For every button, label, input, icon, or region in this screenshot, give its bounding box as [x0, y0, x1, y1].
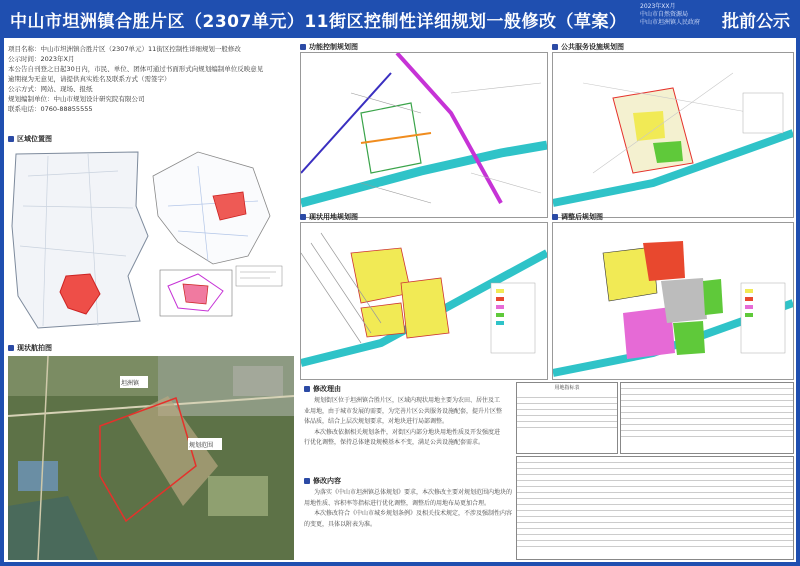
planning-guidance-graphic — [301, 53, 547, 217]
current-landuse-graphic — [301, 223, 547, 379]
reason-title: 修改理由 — [304, 384, 341, 394]
planning-guidance-map — [300, 52, 548, 218]
content-sheet — [4, 38, 796, 562]
location-section-title: 区域位置图 — [8, 134, 52, 144]
issue-date: 2023年XX月 — [640, 3, 676, 10]
header-bar — [0, 0, 800, 38]
content-text — [304, 488, 514, 530]
aerial-photo-graphic — [8, 356, 294, 560]
current-landuse-title: 现状用地规划图 — [300, 212, 358, 222]
issuer-government: 中山市坦洲镇人民政府 — [640, 19, 701, 26]
table-title: 用地指标表 — [554, 385, 580, 391]
public-service-map — [552, 52, 794, 218]
section-bullet-icon — [552, 214, 558, 220]
issuer-bureau: 中山市自然资源局 — [640, 11, 689, 18]
indicator-table-large — [620, 382, 794, 454]
landuse-balance-table — [516, 456, 794, 560]
reason-paragraph: 本次修改依据相关规划条件，对街区内部分地块用地性质及开发强度进行优化调整，保持总体建设规模基本不变，满足公共设施配套需求。 — [304, 428, 501, 446]
table-row — [621, 431, 793, 437]
aerial-photo — [8, 356, 294, 560]
section-bullet-icon — [8, 345, 14, 351]
project-info — [8, 44, 294, 114]
adjusted-landuse-title: 调整后规划图 — [552, 212, 603, 222]
content-paragraph: 本次修改符合《中山市城乡规划条例》及相关技术规定，不涉及强制性内容的变更，具体以附表为准。 — [304, 510, 513, 528]
section-bullet-icon — [8, 136, 14, 142]
content-title: 修改内容 — [304, 476, 341, 486]
aerial-section-title: 现状航拍图 — [8, 343, 52, 353]
publicity-badge: 批前公示 — [722, 12, 790, 32]
adjusted-landuse-graphic — [553, 223, 793, 379]
public-service-title: 公共服务设施规划图 — [552, 42, 624, 52]
reason-paragraph: 规划街区位于坦洲镇合胜片区，区域内现状用地主要为农田、居住及工业用地，由于城市发展的需要，为完善片区公共服务设施配套，提升片区整体品质，结合上层次规划要求，对地块进行局部调整。 — [304, 397, 503, 425]
reason-text — [304, 396, 504, 449]
table-row — [517, 422, 617, 428]
info-line: 联系电话：0760-88855555 — [8, 105, 93, 113]
table-row — [517, 541, 793, 547]
indicator-table-small — [516, 382, 618, 454]
content-paragraph: 为落实《中山市坦洲镇总体规划》要求，本次修改主要对规划范围内地块的用地性质、容积率等指标进行优化调整，调整后的用地布局更加合理。 — [304, 489, 513, 507]
section-bullet-icon — [300, 214, 306, 220]
aerial-label-town: 坦洲镇 — [121, 380, 140, 387]
info-line: 项目名称：中山市坦洲镇合胜片区（2307单元）11街区控制性详细规划一般修改 — [8, 45, 241, 53]
section-bullet-icon — [552, 44, 558, 50]
location-map-graphic — [8, 146, 290, 336]
location-map — [8, 146, 290, 336]
adjusted-landuse-map — [552, 222, 794, 380]
section-bullet-icon — [300, 44, 306, 50]
info-line: 公示方式：网站、现场、报纸 — [8, 85, 93, 93]
info-line: 逾期视为无意见，请提供真实姓名及联系方式（需签字） — [8, 75, 171, 83]
public-service-graphic — [553, 53, 793, 217]
info-line: 本公告自刊登之日起30日内，市民、单位、团体可通过书面形式向规划编制单位反映意见 — [8, 65, 264, 73]
planning-guidance-title: 功能控制规划图 — [300, 42, 358, 52]
info-line: 规划编制单位：中山市规划设计研究院有限公司 — [8, 95, 145, 103]
issuing-organizations — [640, 3, 700, 27]
info-line: 公示时间：2023年X月 — [8, 55, 75, 63]
current-landuse-map — [300, 222, 548, 380]
section-bullet-icon — [304, 478, 310, 484]
aerial-label-boundary: 规划范围 — [189, 442, 214, 449]
section-bullet-icon — [304, 386, 310, 392]
page-title: 中山市坦洲镇合胜片区（2307单元）11街区控制性详细规划一般修改（草案） — [10, 12, 627, 32]
